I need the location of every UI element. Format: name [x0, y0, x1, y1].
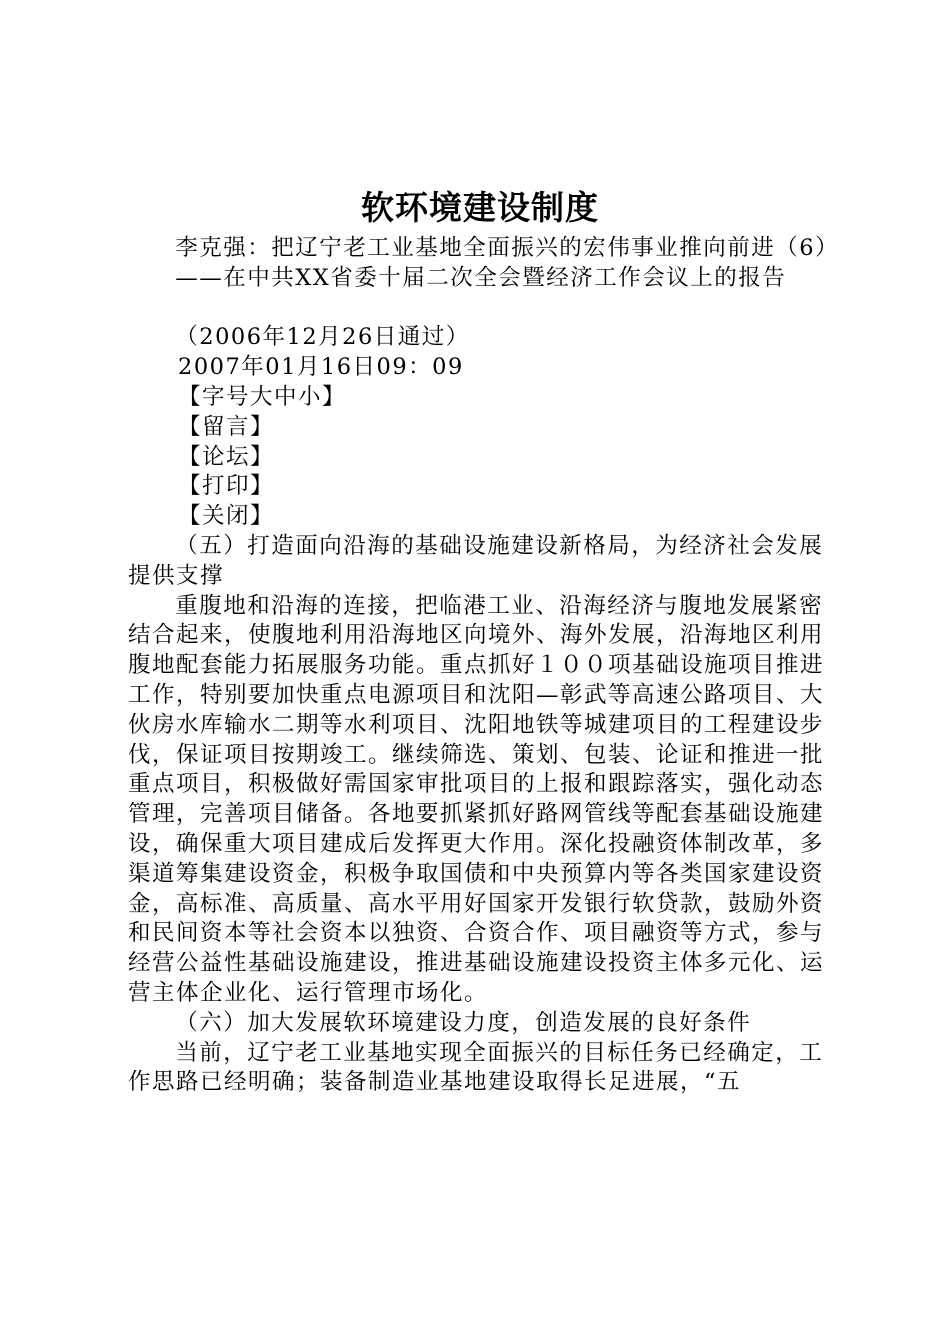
- section-6-heading: （六）加大发展软环境建设力度，创造发展的良好条件: [175, 1009, 752, 1036]
- comment-link[interactable]: 【留言】: [178, 413, 275, 440]
- section-6-body: 当前，辽宁老工业基地实现全面振兴的目标任务已经确定，工作思路已经明确；装备制造业基地建设取得长足进展，“五: [128, 1039, 824, 1096]
- document-body: [128, 234, 840, 1098]
- section-5-body: 重腹地和沿海的连接，把临港工业、沿海经济与腹地发展紧密结合起来，使腹地利用沿海地区向境外、海外发展，沿海地区利用腹地配套能力拓展服务功能。重点抓好１００项基础设施项目推进工作，特别要加快重点电源项目和沈阳—彰武等高速公路项目、大伙房水库输水二期等水利项目、沈阳地铁等城建项目的工程建设步伐，保证项目按期竣工。继续筛选、策划、包装、论证和推进一批重点项目，积极做好需国家审批项目的上报和跟踪落实，强化动态管理，完善项目储备。各地要抓紧抓好路网管线等配套基础设施建设，确保重大项目建成后发挥更大作用。深化投融资体制改革，多渠道筹集建设资金，积极争取国债和中央预算内等各类国家建设资金，高标准、高质量、高水平用好国家开发银行软贷款，鼓励外资和民间资本等社会资本以独资、合资合作、项目融资等方式，参与经营公益性基础设施建设，推进基础设施建设投资主体多元化、运营主体企业化、运行管理市场化。: [128, 592, 825, 1006]
- forum-link[interactable]: 【论坛】: [178, 443, 275, 470]
- print-link[interactable]: 【打印】: [178, 473, 275, 500]
- blank-line: [128, 294, 832, 324]
- font-size-link[interactable]: 【字号大中小】: [178, 383, 347, 410]
- publish-timestamp: 2007年01月16日09：09: [178, 354, 464, 381]
- article-subtitle: ——在中共XX省委十届二次全会暨经济工作会议上的报告: [175, 264, 787, 291]
- document-title: 软环境建设制度: [361, 188, 599, 227]
- passed-date: （2006年12月26日通过）: [175, 324, 470, 351]
- article-headline: 李克强：把辽宁老工业基地全面振兴的宏伟事业推向前进（6）: [175, 235, 840, 261]
- section-5-heading: （五）打造面向沿海的基础设施建设新格局，为经济社会发展提供支撑: [128, 532, 824, 589]
- close-link[interactable]: 【关闭】: [178, 503, 275, 530]
